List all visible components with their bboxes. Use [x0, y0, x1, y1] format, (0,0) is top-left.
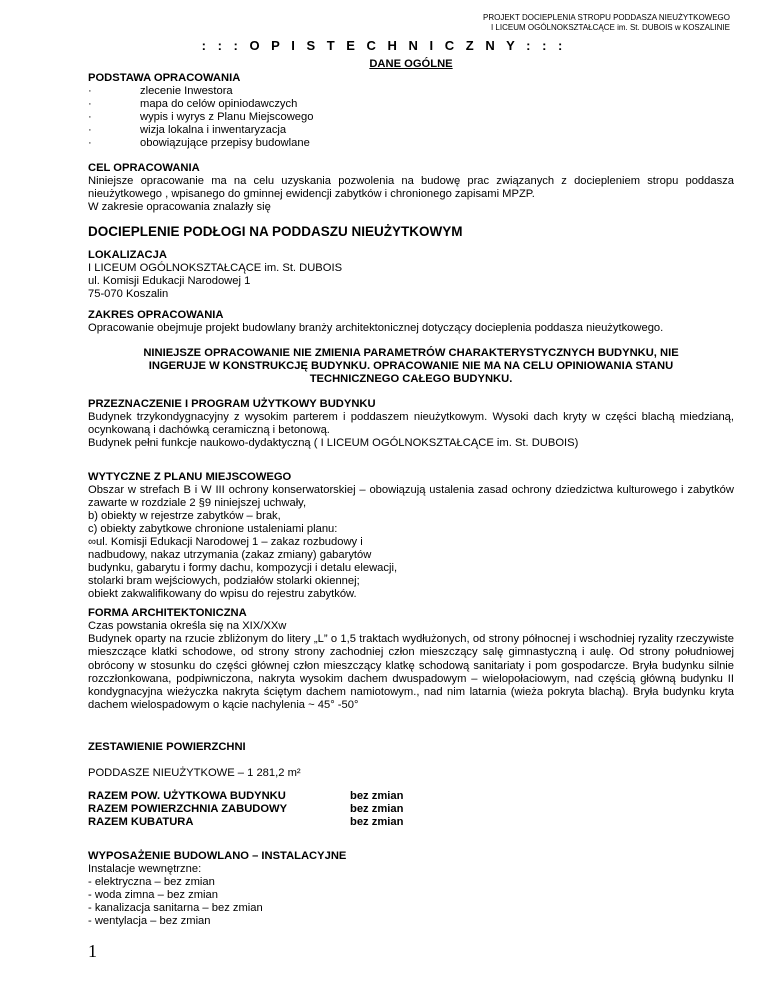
wyposazenie-line: - woda zimna – bez zmian — [88, 889, 218, 901]
forma-text: Budynek oparty na rzucie zbliżonym do litery „L” o 1,5 traktach wydłużonych, od strony północnej i wschodniej ryzality rzeczywiste mieszczące klatki schodowe, od strony strony zachodniej człon mieszczący salę gimnastyczną i aulę. Od strony południowej obrócony w stosunku do części głównej człon mieszczący klatkę schodową sanitariaty i pom gospodarcze. Bryła budynku silnie rozczłonkowana, podpiwniczona, nakryta wysokim dachem dwuspadowym – wielopołaciowym, nad częścią główną budynku II kondygnacyjna wieżyczka nakryta ściętym dachem namiotowym., nad nim latarnia (wieża pokryta blachą). Bryła budynku kryta dachem wielospadowym o kącie nachylenia ~ 45° -50° — [88, 633, 734, 712]
zestawienie-heading: ZESTAWIENIE POWIERZCHNI — [88, 741, 246, 753]
dane-ogolne-heading: DANE OGÓLNE — [369, 58, 453, 70]
wytyczne-line: ∞ul. Komisji Edukacji Narodowej 1 – zakaz rozbudowy i — [88, 536, 363, 548]
table-row: RAZEM KUBATURA bez zmian — [88, 816, 404, 828]
forma-section — [88, 607, 734, 713]
przeznaczenie-heading: PRZEZNACZENIE I PROGRAM UŻYTKOWY BUDYNKU — [88, 398, 376, 410]
poddasze-area: PODDASZE NIEUŻYTKOWE – 1 281,2 m² — [88, 767, 301, 779]
wytyczne-line: c) obiekty zabytkowe chronione ustaleniami planu: — [88, 523, 338, 535]
cel-heading: CEL OPRACOWANIA — [88, 162, 200, 174]
project-line-2: I LICEUM OGÓLNOKSZTAŁCĄCE im. St. DUBOIS w KOSZALINIE — [490, 23, 730, 32]
zakres-section — [88, 309, 734, 335]
wytyczne-line: obiekt zakwalifikowany do wpisu do rejestru zabytków. — [88, 588, 357, 600]
page-number: 1 — [88, 941, 97, 961]
wytyczne-line: nadbudowy, nakaz utrzymania (zakaz zmiany) gabarytów — [88, 549, 372, 561]
list-item: · obowiązujące przepisy budowlane — [88, 137, 310, 149]
podstawa-heading: PODSTAWA OPRACOWANIA — [88, 72, 241, 84]
wytyczne-line: b) obiekty w rejestrze zabytków – brak, — [88, 510, 281, 522]
notice: NINIEJSZE OPRACOWANIE NIE ZMIENIA PARAMETRÓW CHARAKTERYSTYCZNYCH BUDYNKU, NIE INGERUJE W KONSTRUKCJĘ BUDYNKU. OPRACOWANIE NIE MA NA CELU OPINIOWANIA STANU TECHNICZNEGO CAŁEGO BUDYNKU. — [143, 347, 679, 385]
project-line-1: PROJEKT DOCIEPLENIA STROPU PODDASZA NIEUŻYTKOWEGO — [482, 13, 730, 22]
podstawa-list — [88, 85, 734, 150]
address-line: ul. Komisji Edukacji Narodowej 1 — [88, 275, 251, 287]
wyposazenie-line: - kanalizacja sanitarna – bez zmian — [88, 902, 263, 914]
cel-text: Niniejsze opracowanie ma na celu uzyskania pozwolenia na budowę prac związanych z dociepleniem stropu poddasza nieużytkowego , wpisanego do gminnej ewidencji zabytków i chronionego zapisami MPZP. — [88, 175, 734, 200]
zakres-heading: ZAKRES OPRACOWANIA — [88, 309, 224, 321]
podstawa-section — [88, 72, 734, 150]
table-row: RAZEM POW. UŻYTKOWA BUDYNKU bez zmian — [88, 790, 404, 802]
wytyczne-line: budynku, gabarytu i formy dachu, kompozycji i detalu elewacji, — [88, 562, 398, 574]
wyposazenie-section — [88, 850, 734, 928]
wyposazenie-heading: WYPOSAŻENIE BUDOWLANO – INSTALACYJNE — [88, 850, 347, 862]
zakres-text: Opracowanie obejmuje projekt budowlany branży architektonicznej dotyczący docieplenia poddasza nieużytkowego. — [88, 322, 664, 334]
section-title: DOCIEPLENIE PODŁOGI NA PODDASZU NIEUŻYTKOWYM — [88, 224, 463, 239]
document-title: : : : O P I S T E C H N I C Z N Y : : : — [201, 38, 567, 53]
przeznaczenie-text-2: Budynek pełni funkcje naukowo-dydaktyczną ( I LICEUM OGÓLNOKSZTAŁCĄCE im. St. DUBOIS) — [88, 437, 579, 449]
wytyczne-text: Obszar w strefach B i W III ochrony konserwatorskiej – obowiązują ustalenia zasad ochrony dziedzictwa kulturowego i zabytków zawarte w rozdziale 2 §9 niniejszej uchwały, — [88, 484, 734, 509]
wyposazenie-line: Instalacje wewnętrzne: — [88, 863, 202, 875]
table-row: RAZEM POWIERZCHNIA ZABUDOWY bez zmian — [88, 803, 404, 815]
przeznaczenie-text: Budynek trzykondygnacyjny z wysokim parterem i poddaszem nieużytkowym. Wysoki dach kryty w części blachą miedzianą, ocynkowaną i dachówką ceramiczną i betonową. — [88, 411, 734, 436]
stats-table — [88, 790, 734, 829]
list-item: · wypis i wyrys z Planu Miejscowego — [88, 111, 314, 123]
address-line: 75-070 Koszalin — [88, 288, 169, 300]
przeznaczenie-section — [88, 398, 734, 450]
wyposazenie-line: - elektryczna – bez zmian — [88, 876, 215, 888]
wytyczne-section — [88, 471, 734, 601]
lokalizacja-section — [88, 249, 734, 301]
forma-line-1: Czas powstania określa się na XIX/XXw — [88, 620, 287, 632]
wyposazenie-line: - wentylacja – bez zmian — [88, 915, 211, 927]
list-item: · zlecenie Inwestora — [88, 85, 233, 97]
list-item: · mapa do celów opiniodawczych — [88, 98, 298, 110]
wytyczne-heading: WYTYCZNE Z PLANU MIEJSCOWEGO — [88, 471, 292, 483]
lokalizacja-heading: LOKALIZACJA — [88, 249, 167, 261]
cel-section — [88, 162, 734, 214]
address-line: I LICEUM OGÓLNOKSZTAŁCĄCE im. St. DUBOIS — [88, 262, 343, 274]
list-item: · wizja lokalna i inwentaryzacja — [88, 124, 287, 136]
document-header — [483, 13, 730, 33]
cel-text-2: W zakresie opracowania znalazły się — [88, 201, 271, 213]
wytyczne-line: stolarki bram wejściowych, podziałów stolarki okiennej; — [88, 575, 360, 587]
forma-heading: FORMA ARCHITEKTONICZNA — [88, 607, 247, 619]
